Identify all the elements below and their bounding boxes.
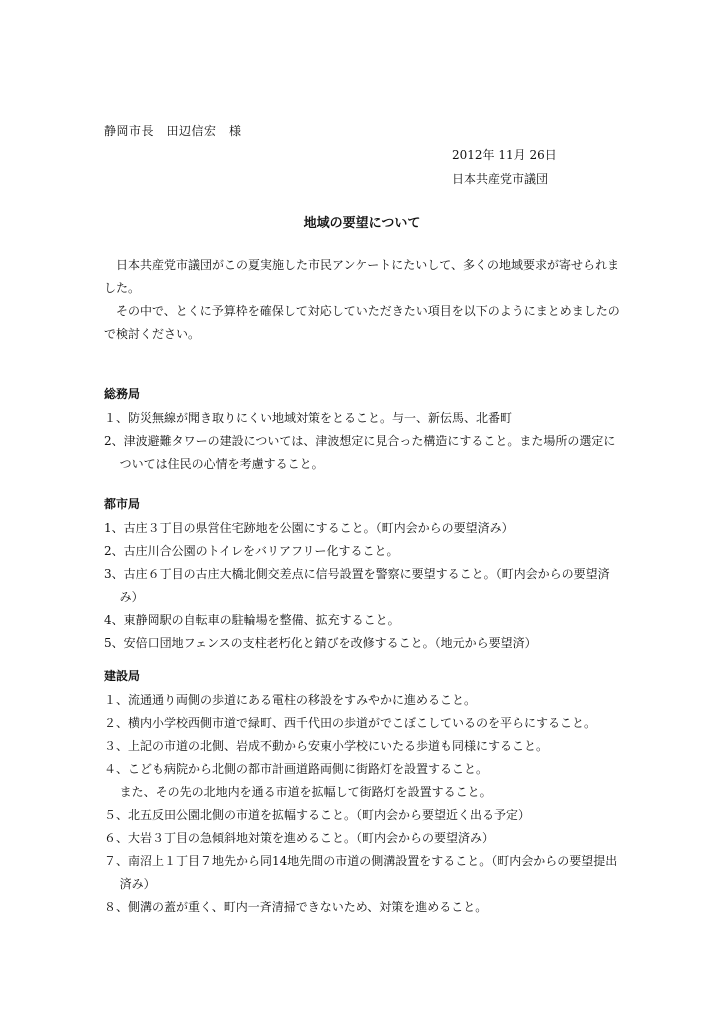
list-item: 4、東静岡駅の自転車の駐輪場を整備、拡充すること。 (104, 613, 400, 627)
list-item: 2、古庄川合公園のトイレをバリアフリー化すること。 (104, 544, 399, 558)
list-item: ４、こども病院から北側の都市計画道路両側に街路灯を設置すること。 (104, 762, 489, 776)
organization-name: 日本共産党市議団 (452, 172, 549, 186)
document-date: 2012年 11月 26日 (452, 148, 557, 162)
section-heading: 総務局 (104, 387, 141, 401)
list-item: ５、北五反田公園北側の市道を拡幅すること。（町内会から要望近く出る予定） (104, 808, 531, 822)
list-item: １、流通通り両側の歩道にある電柱の移設をすみやかに進めること。 (104, 693, 477, 707)
intro-paragraph: その中で、とくに予算枠を確保して対応していただきたい項目を以下のようにまとめましたので検討ください。 (104, 304, 620, 341)
list-item: １、防災無線が聞き取りにくい地域対策をとること。与一、新伝馬、北番町 (104, 411, 513, 425)
addressee: 静岡市長 田辺信宏 様 (104, 124, 242, 138)
list-item: 3、古庄６丁目の古庄大橋北側交差点に信号設置を警察に要望すること。（町内会からの要望済み） (104, 567, 610, 604)
list-item: ８、側溝の蓋が重く、町内一斉清掃できないため、対策を進めること。 (104, 900, 488, 914)
intro-text (104, 254, 624, 346)
list-item: ６、大岩３丁目の急傾斜地対策を進めること。（町内会からの要望済み） (104, 831, 495, 845)
section-somu (104, 384, 624, 476)
list-item: 1、古庄３丁目の県営住宅跡地を公園にすること。（町内会からの要望済み） (104, 521, 514, 535)
intro-paragraph: 日本共産党市議団がこの夏実施した市民アンケートにたいして、多くの地域要求が寄せられました。 (104, 258, 620, 295)
list-item: 5、安倍口団地フェンスの支柱老朽化と錆びを改修すること。（地元から要望済） (104, 636, 537, 650)
list-item-note: また、その先の北地内を通る市道を拡幅して街路灯を設置すること。 (119, 785, 492, 799)
section-heading: 建設局 (104, 669, 141, 683)
section-kensetsu (104, 666, 624, 919)
section-heading: 都市局 (104, 497, 141, 511)
section-toshi (104, 494, 624, 655)
list-item: ７、南沼上１丁目７地先から同14地先間の市道の側溝設置をすること。（町内会からの要望提出済み） (104, 854, 618, 891)
list-item: 2、津波避難タワーの建設については、津波想定に見合った構造にすること。また場所の選定については住民の心情を考慮すること。 (104, 434, 616, 471)
list-item: ２、横内小学校西側市道で緑町、西千代田の歩道がでこぼこしているのを平らにすること。 (104, 716, 597, 730)
document-title: 地域の要望について (303, 216, 421, 231)
list-item: ３、上記の市道の北側、岩成不動から安東小学校にいたる歩道も同様にすること。 (104, 739, 549, 753)
